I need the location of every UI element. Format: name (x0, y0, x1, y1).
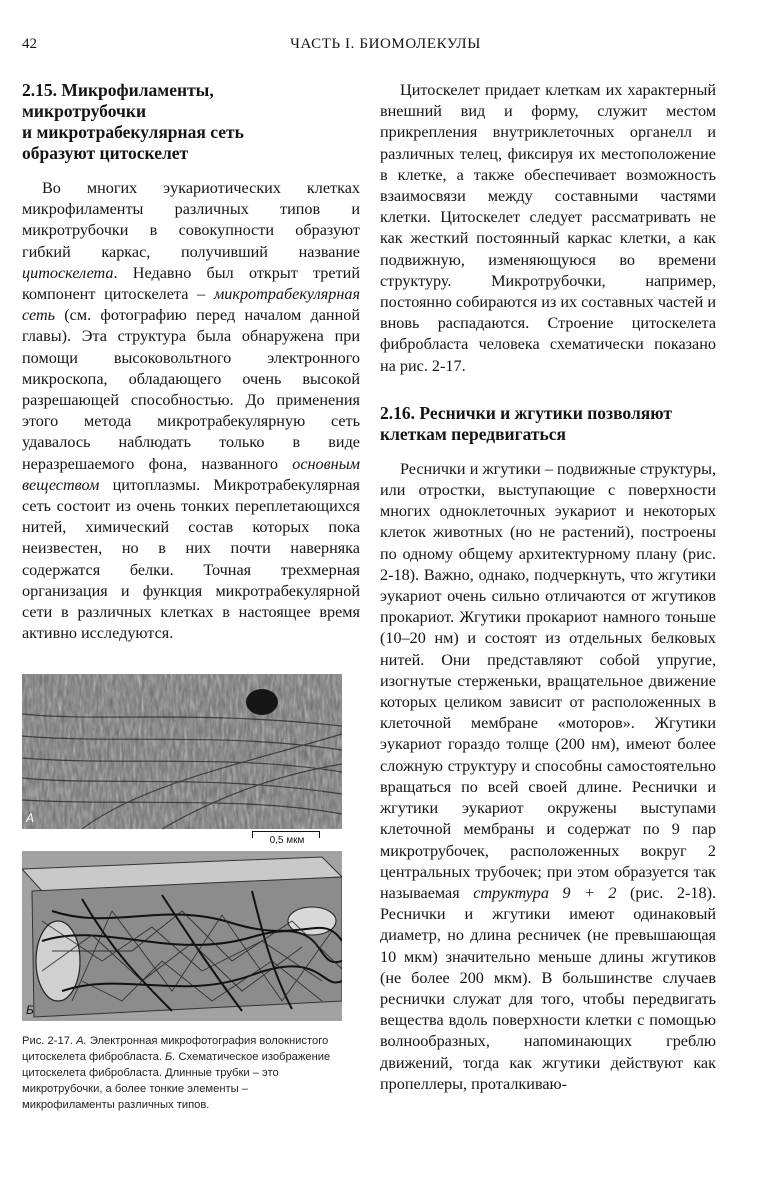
micrograph-panel-a (22, 674, 342, 829)
scale-bar (254, 831, 320, 846)
panel-label-a: А (26, 811, 35, 826)
heading-line: и микротрабекулярная сеть (22, 122, 244, 142)
scale-bar-line (252, 831, 320, 838)
scale-bar-label: 0,5 мкм (269, 835, 305, 847)
section-2-16-paragraph-1: Реснички и жгутики – подвижные структуры, или отростки, выступающие с поверхности многих одноклеточных эукариот и некоторых клеток животных (но не растений), построены по одному общему архитектурному плану (рис. 2-18). Важно, однако, подчеркнуть, что жгутики эукариот очень сильно отличаются от жгутиков прокариот. Жгутики прокариот намного тоньше (10–20 нм) и состоят из отдельных белковых нитей. Они представляют собой упругие, изогнутые стерженьки, вращательное движение которых целиком зависит от расположенных в клеточной мембране «моторов». Жгутики эукариот гораздо толще (200 нм), имеют более сложную структуру и способны самостоятельно вращаться по всей своей длине. Реснички и жгутики эукариот окружены выступами клеточной мембраны и содержат по 9 пар микротрубочек, расположенных вокруг 2 центральных трубочек; при этом образуется так называемая структура 9 + 2 (рис. 2-18). Реснички и жгутики имеют одинаковый диаметр, но длина ресничек (не превышающая 10 мкм) значительно меньше длины жгутиков (не более 200 мкм). В большинстве случаев реснички служат для того, чтобы передвигать вещества вдоль поверхности клетки с помощью волнообразных, напоминающих греблю движений, тогда как жгутики действуют как пропеллеры, проталкиваю- (380, 459, 717, 1093)
heading-line: клеткам передвигаться (380, 423, 566, 444)
heading-line: образуют цитоскелет (22, 143, 189, 163)
micrograph-texture-a (22, 674, 342, 829)
schematic-drawing-b (22, 851, 342, 1021)
page-number: 42 (22, 36, 37, 52)
section-2-15-paragraph-1: Во многих эукариотических клетках микрофиламенты различных типов и микротрубочки в совокупности образуют гибкий каркас, получивший название цитоскелета. Недавно был открыт третий компонент цитоскелета – микротрабекулярная сеть (см. фотографию перед началом данной главы). Эта структура была обнаружена при помощи высоковольтного электронного микроскопа, обладающего очень высокой разрешающей способностью. До применения этого метода микротрабекулярную сеть удавалось наблюдать только в виде неразрешаемого фона, названного основным веществом цитоплазмы. Микротрабекулярная сеть состоит из очень тонких переплетающихся нитей, химический состав которых пока неизвестен, но в них почти наверняка содержатся белки. Точная трехмерная организация и функция микротрабекулярной сети в различных клетках в настоящее время активно исследуются. (22, 179, 360, 643)
heading-line: микротрубочки (22, 101, 147, 121)
section-2-16-heading (380, 403, 716, 445)
heading-line: 2.15. Микрофиламенты, (22, 80, 214, 100)
heading-line: 2.16. Реснички и жгутики позволяют (380, 402, 672, 423)
running-head: ЧАСТЬ I. БИОМОЛЕКУЛЫ (290, 36, 481, 52)
section-2-15-paragraph-2: Цитоскелет придает клеткам их характерный внешний вид и форму, служит местом прикрепления внутриклеточных органелл и различных телец, фиксируя их местоположение в клетке, а также обеспечивает возможность взаимосвязи между составными частями клетки. Цитоскелет следует рассматривать не как жесткий постоянный каркас клетки, а как подвижную, изменяющуюся во времени структуру. Микротрубочки, например, постоянно собираются из их составных частей и вновь распадаются. Строение цитоскелета фибробласта человека схематически показано на рис. 2-17. (380, 81, 716, 375)
schematic-panel-b (22, 851, 342, 1021)
figure-caption: Рис. 2-17. А. Электронная микрофотография волокнистого цитоскелета фибробласта. Б. Схематическое изображение цитоскелета фибробласта. Длинные трубки – это микротрубочки, а более тонкие элементы – микрофиламенты различных типов. (22, 1035, 331, 1112)
left-column (22, 80, 360, 1113)
figure-2-17 (22, 674, 342, 1113)
panel-label-b: Б (26, 1003, 34, 1018)
section-2-15-heading (22, 80, 360, 164)
right-column (380, 80, 716, 1095)
